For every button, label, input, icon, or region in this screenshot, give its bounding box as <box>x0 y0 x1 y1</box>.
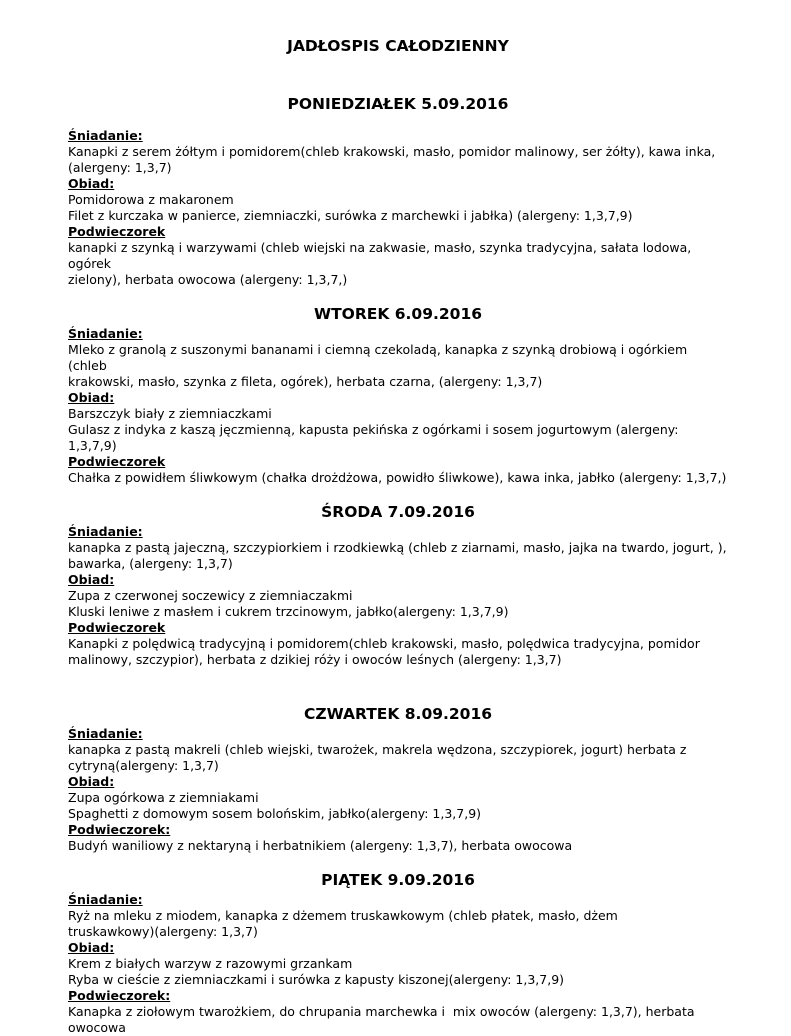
meal-description-line: cytryną(alergeny: 1,3,7) <box>68 758 219 773</box>
meal-block <box>68 128 728 176</box>
day-section <box>68 502 728 668</box>
meal-label: Obiad: <box>68 572 115 587</box>
meal-description-line: krakowski, masło, szynka z fileta, ogórek), herbata czarna, (alergeny: 1,3,7) <box>68 374 543 389</box>
meal-description-line: Mleko z granolą z suszonymi bananami i ciemną czekoladą, kanapka z szynką drobiową i ogórkiem (chleb <box>68 342 692 373</box>
meal-block <box>68 326 728 390</box>
day-section <box>68 94 728 288</box>
meal-description-line: Krem z białych warzyw z razowymi grzankam <box>68 956 353 971</box>
meal-label: Śniadanie: <box>68 726 143 741</box>
days-container <box>68 94 728 1036</box>
meal-label: Śniadanie: <box>68 892 143 907</box>
meal-description-line: Chałka z powidłem śliwkowym (chałka drożdżowa, powidło śliwkowe), kawa inka, jabłko (alergeny: 1,3,7,) <box>68 470 727 485</box>
meal-description-line: kanapka z pastą jajeczną, szczypiorkiem i rzodkiewką (chleb z ziarnami, masło, jajka na twardo, jogurt, ), <box>68 540 727 555</box>
day-section <box>68 704 728 854</box>
meal-label: Podwieczorek: <box>68 822 171 837</box>
meal-description-line: Ryż na mleku z miodem, kanapka z dżemem truskawkowym (chleb płatek, masło, dżem <box>68 908 618 923</box>
meal-description-line: Filet z kurczaka w panierce, ziemniaczki, surówka z marchewki i jabłka) (alergeny: 1,3,7,9) <box>68 208 633 223</box>
meal-description-line: zielony), herbata owocowa (alergeny: 1,3,7,) <box>68 272 348 287</box>
meal-block <box>68 726 728 774</box>
meal-block <box>68 224 728 288</box>
meal-description-line: Kluski leniwe z masłem i cukrem trzcinowym, jabłko(alergeny: 1,3,7,9) <box>68 604 509 619</box>
meal-description-line: Ryba w cieście z ziemniaczkami i surówka z kapusty kiszonej(alergeny: 1,3,7,9) <box>68 972 565 987</box>
meal-description-line: Kanapka z ziołowym twarożkiem, do chrupania marchewka i mix owoców (alergeny: 1,3,7), herbata owocowa <box>68 1004 699 1035</box>
meal-description-line: bawarka, (alergeny: 1,3,7) <box>68 556 233 571</box>
meal-label: Podwieczorek: <box>68 988 171 1003</box>
meal-label: Podwieczorek <box>68 224 166 239</box>
meal-description-line: Spaghetti z domowym sosem bolońskim, jabłko(alergeny: 1,3,7,9) <box>68 806 482 821</box>
meal-label: Podwieczorek <box>68 454 166 469</box>
meal-label: Obiad: <box>68 940 115 955</box>
meal-label: Obiad: <box>68 176 115 191</box>
day-section <box>68 304 728 486</box>
meal-description-line: (alergeny: 1,3,7) <box>68 160 172 175</box>
day-heading: ŚRODA 7.09.2016 <box>321 503 475 521</box>
meal-label: Śniadanie: <box>68 128 143 143</box>
day-heading: CZWARTEK 8.09.2016 <box>303 705 493 723</box>
day-heading: PONIEDZIAŁEK 5.09.2016 <box>287 95 509 113</box>
meal-label: Śniadanie: <box>68 524 143 539</box>
meal-description-line: truskawkowy)(alergeny: 1,3,7) <box>68 924 258 939</box>
meal-block <box>68 390 728 454</box>
meal-description-line: Kanapki z polędwicą tradycyjną i pomidorem(chleb krakowski, masło, polędwica tradycyjna, pomidor <box>68 636 700 651</box>
meal-description-line: Pomidorowa z makaronem <box>68 192 234 207</box>
meal-description-line: malinowy, szczypior), herbata z dzikiej róży i owoców leśnych (alergeny: 1,3,7) <box>68 652 562 667</box>
meal-description-line: Zupa z czerwonej soczewicy z ziemniaczakmi <box>68 588 353 603</box>
meal-block <box>68 892 728 940</box>
day-heading: PIĄTEK 9.09.2016 <box>321 871 475 889</box>
meal-block <box>68 524 728 572</box>
meal-label: Obiad: <box>68 774 115 789</box>
meal-block <box>68 454 728 486</box>
meal-block <box>68 620 728 668</box>
meal-block <box>68 774 728 822</box>
meal-description-line: Zupa ogórkowa z ziemniakami <box>68 790 259 805</box>
meal-label: Śniadanie: <box>68 326 143 341</box>
meal-description-line: kanapka z pastą makreli (chleb wiejski, twarożek, makrela wędzona, szczypiorek, jogurt) herbata z <box>68 742 687 757</box>
meal-block <box>68 572 728 620</box>
meal-description-line: Barszczyk biały z ziemniaczkami <box>68 406 272 421</box>
meal-block <box>68 988 728 1036</box>
menu-document <box>68 36 728 1036</box>
meal-block <box>68 822 728 854</box>
meal-label: Podwieczorek <box>68 620 166 635</box>
meal-block <box>68 176 728 224</box>
document-title: JADŁOSPIS CAŁODZIENNY <box>287 37 509 55</box>
day-heading: WTOREK 6.09.2016 <box>313 305 483 323</box>
day-section <box>68 870 728 1036</box>
meal-label: Obiad: <box>68 390 115 405</box>
meal-description-line: kanapki z szynką i warzywami (chleb wiejski na zakwasie, masło, szynka tradycyjna, sałata lodowa, ogórek <box>68 240 696 271</box>
meal-description-line: Kanapki z serem żółtym i pomidorem(chleb krakowski, masło, pomidor malinowy, ser żółty), kawa inka, <box>68 144 716 159</box>
meal-description-line: Budyń waniliowy z nektaryną i herbatnikiem (alergeny: 1,3,7), herbata owocowa <box>68 838 573 853</box>
meal-block <box>68 940 728 988</box>
meal-description-line: Gulasz z indyka z kaszą jęczmienną, kapusta pekińska z ogórkami i sosem jogurtowym (alergeny: 1,3,7,9) <box>68 422 683 453</box>
